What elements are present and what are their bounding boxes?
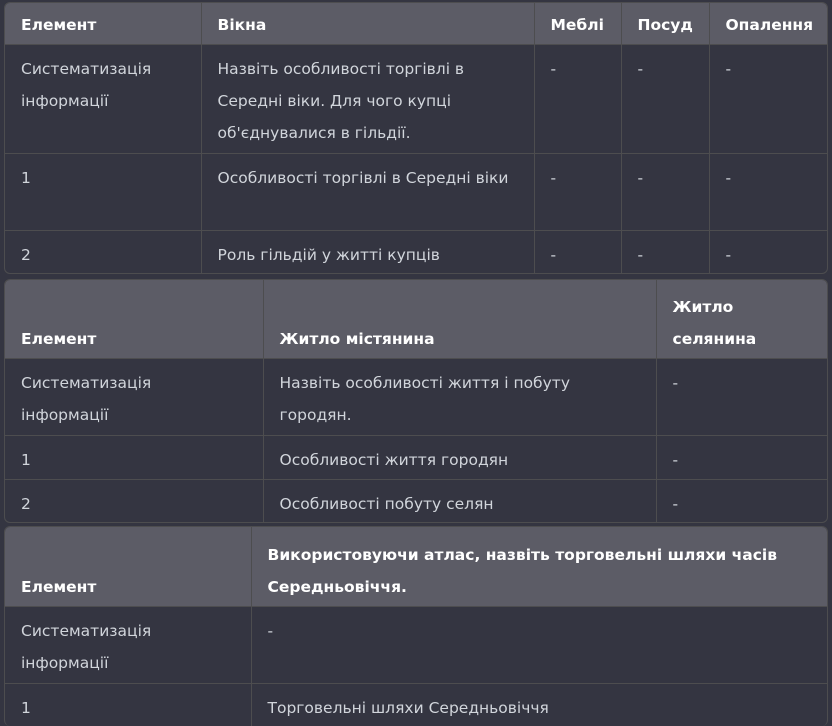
table-dwellings bbox=[4, 279, 828, 523]
cell: Особливості побуту селян bbox=[263, 479, 656, 522]
table-row bbox=[5, 606, 827, 683]
table-row bbox=[5, 153, 827, 230]
cell: - bbox=[621, 44, 709, 153]
table-row bbox=[5, 230, 827, 273]
cell: Торговельні шляхи Середньовіччя bbox=[267, 698, 549, 717]
cell: Назвіть особливості життя і побуту городян. bbox=[263, 358, 656, 435]
cell: - bbox=[725, 245, 732, 264]
cell: - bbox=[534, 44, 621, 153]
cell: - bbox=[656, 435, 827, 479]
table-row bbox=[5, 44, 827, 153]
table-trade-routes bbox=[4, 526, 828, 726]
cell: - bbox=[251, 606, 827, 683]
cell: Роль гільдій у житті купців bbox=[201, 230, 534, 273]
cell: - bbox=[621, 153, 709, 230]
header-element: Елемент bbox=[5, 3, 201, 44]
header-townsman-dwelling: Житло містянина bbox=[263, 280, 656, 358]
header-element: Елемент bbox=[5, 527, 251, 606]
table-row bbox=[5, 683, 827, 726]
header-trade-routes-question: Використовуючи атлас, назвіть торговельні шляхи часів Середньовіччя. bbox=[251, 527, 827, 606]
cell: Систематизація інформації bbox=[5, 358, 263, 435]
cell: 2 bbox=[5, 230, 201, 273]
header-peasant-dwelling: Житло селянина bbox=[656, 280, 827, 358]
cell: 1 bbox=[5, 435, 263, 479]
table-row bbox=[5, 358, 827, 435]
header-furniture: Меблі bbox=[534, 3, 621, 44]
cell: Систематизація інформації bbox=[5, 44, 201, 153]
cell: - bbox=[709, 153, 827, 230]
cell: - bbox=[534, 153, 621, 230]
cell: - bbox=[534, 230, 621, 273]
header-heating: Опалення bbox=[709, 3, 827, 44]
cell: Систематизація інформації bbox=[5, 606, 251, 683]
header-dishes: Посуд bbox=[621, 3, 709, 44]
cell: 2 bbox=[5, 479, 263, 522]
cell: Назвіть особливості торгівлі в Середні віки. Для чого купці об'єднувалися в гільдії. bbox=[201, 44, 534, 153]
table-row bbox=[5, 435, 827, 479]
cell: 1 bbox=[5, 153, 201, 230]
cell: - bbox=[709, 44, 827, 153]
header-windows: Вікна bbox=[201, 3, 534, 44]
cell: - bbox=[656, 358, 827, 435]
table-row bbox=[5, 479, 827, 522]
cell: 1 bbox=[5, 683, 251, 726]
cell: Особливості торгівлі в Середні віки bbox=[201, 153, 534, 230]
cell: Особливості життя городян bbox=[263, 435, 656, 479]
cell: - bbox=[672, 494, 679, 513]
table-windows-furniture bbox=[4, 2, 828, 274]
cell: - bbox=[621, 230, 709, 273]
header-element: Елемент bbox=[5, 280, 263, 358]
